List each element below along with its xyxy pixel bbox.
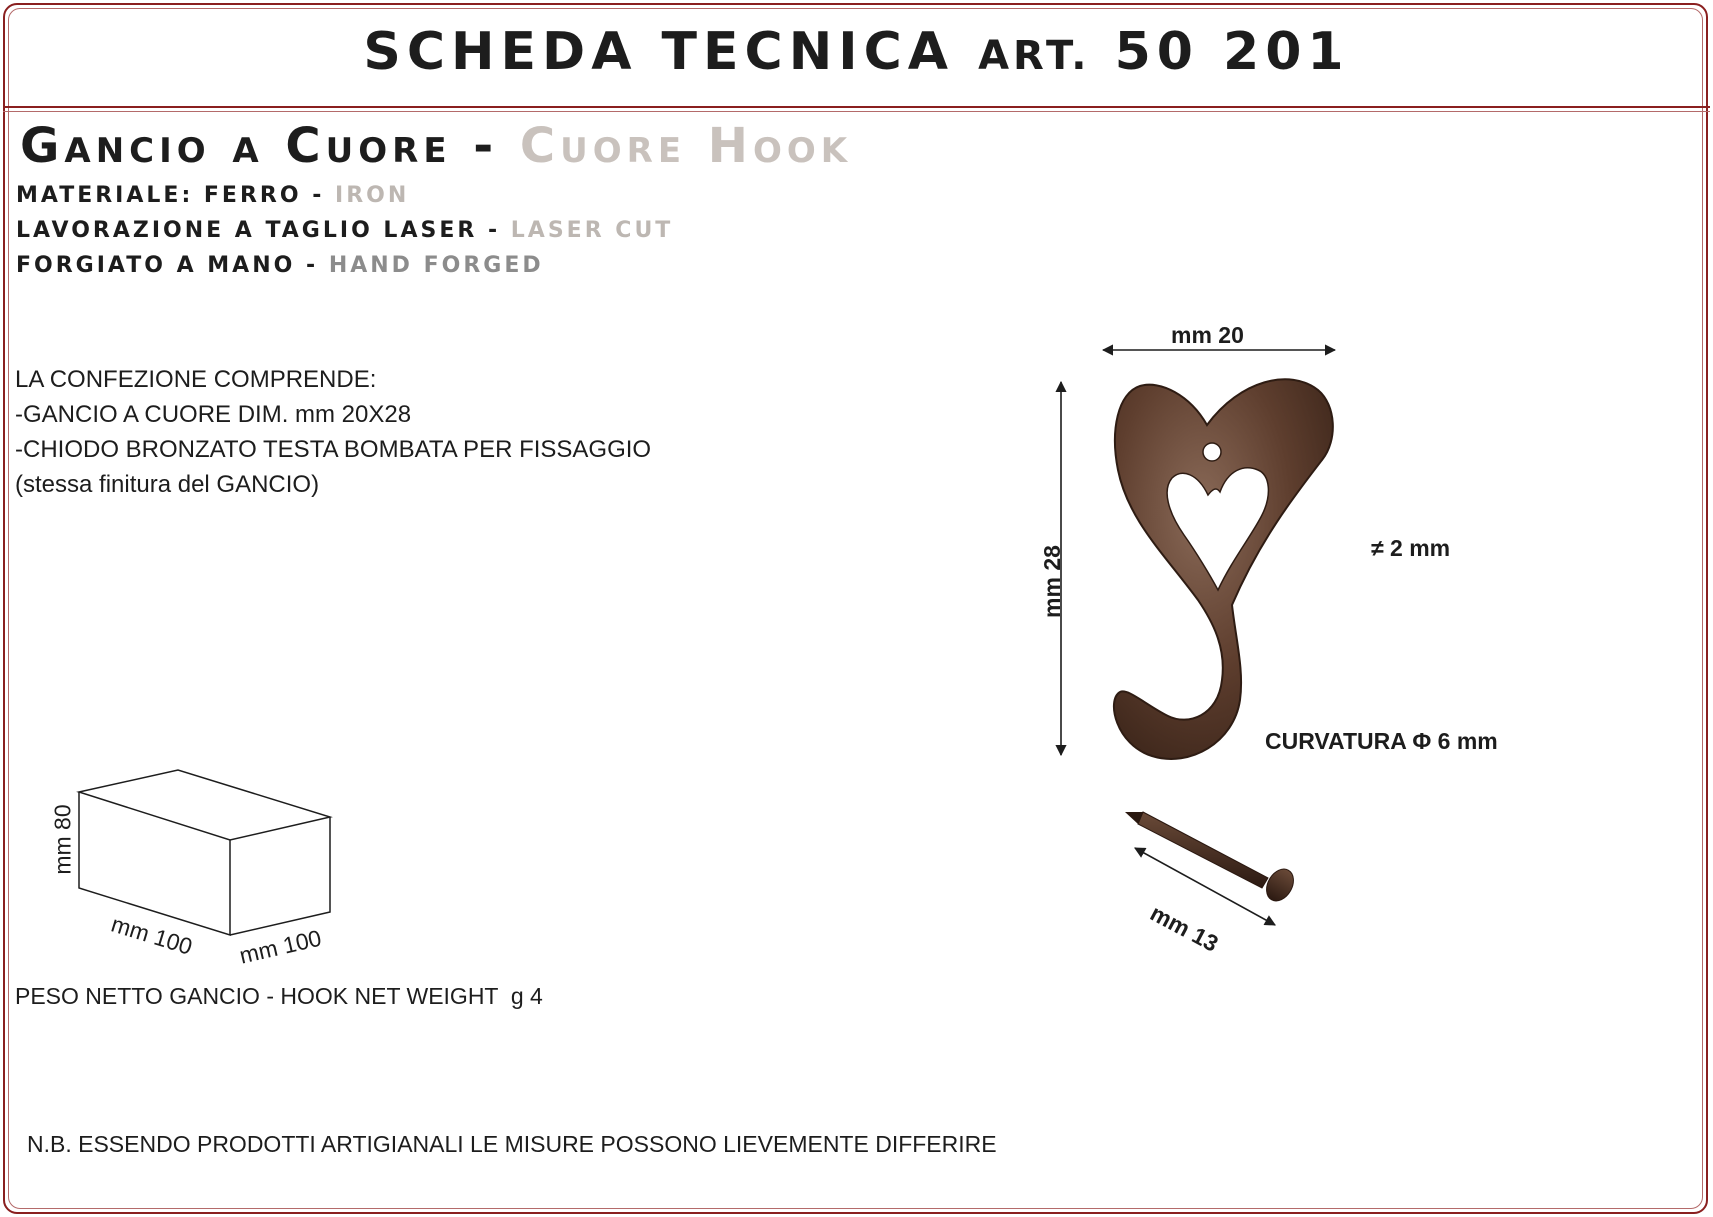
spec-processing-it: LAVORAZIONE A TAGLIO LASER [16,218,478,243]
box-length-label: mm 100 [108,910,196,960]
spec-forging-it: FORGIATO A MANO [16,253,296,278]
sheet-title-code: 50 201 [1114,22,1350,82]
height-dimension-label: mm 28 [1038,545,1065,618]
width-dimension-label: mm 20 [1171,322,1244,348]
spec-forging-sep: - [306,253,319,278]
spec-forging-en: HAND FORGED [328,253,544,278]
box-depth-label: mm 100 [236,924,324,969]
spec-material-sep: - [312,183,325,208]
disclaimer-note: N.B. ESSENDO PRODOTTI ARTIGIANALI LE MISURE POSSONO LIEVEMENTE DIFFERIRE [27,1131,997,1157]
nail-length-label: mm 13 [1146,899,1223,957]
product-name-separator: - [473,118,499,174]
package-item-finish-note: (stessa finitura del GANCIO) [15,471,320,498]
sheet-title-main: SCHEDA TECNICA [363,22,954,82]
curvature-dimension-label: CURVATURA Φ 6 mm [1265,728,1498,754]
box-height-label: mm 80 [49,804,76,875]
spec-processing-sep: - [487,218,501,243]
nail-drawing [1125,812,1299,906]
spec-processing-en: LASER CUT [510,218,674,243]
net-weight: PESO NETTO GANCIO - HOOK NET WEIGHT g 4 [15,983,543,1009]
package-heading: LA CONFEZIONE COMPRENDE: [15,366,377,393]
thickness-dimension-label: ≠ 2 mm [1371,535,1451,561]
spec-material-en: IRON [335,183,410,208]
heart-hook-drawing [1114,379,1333,759]
package-item-nail: -CHIODO BRONZATO TESTA BOMBATA PER FISSAGGIO [15,436,652,463]
product-name-it: Gancio a Cuore [20,118,452,174]
sheet-title-art: ART. [978,33,1091,79]
package-item-hook: -GANCIO A CUORE DIM. mm 20X28 [15,401,412,428]
spec-material-it: MATERIALE: FERRO [16,183,302,208]
product-name-en: Cuore Hook [519,118,853,174]
